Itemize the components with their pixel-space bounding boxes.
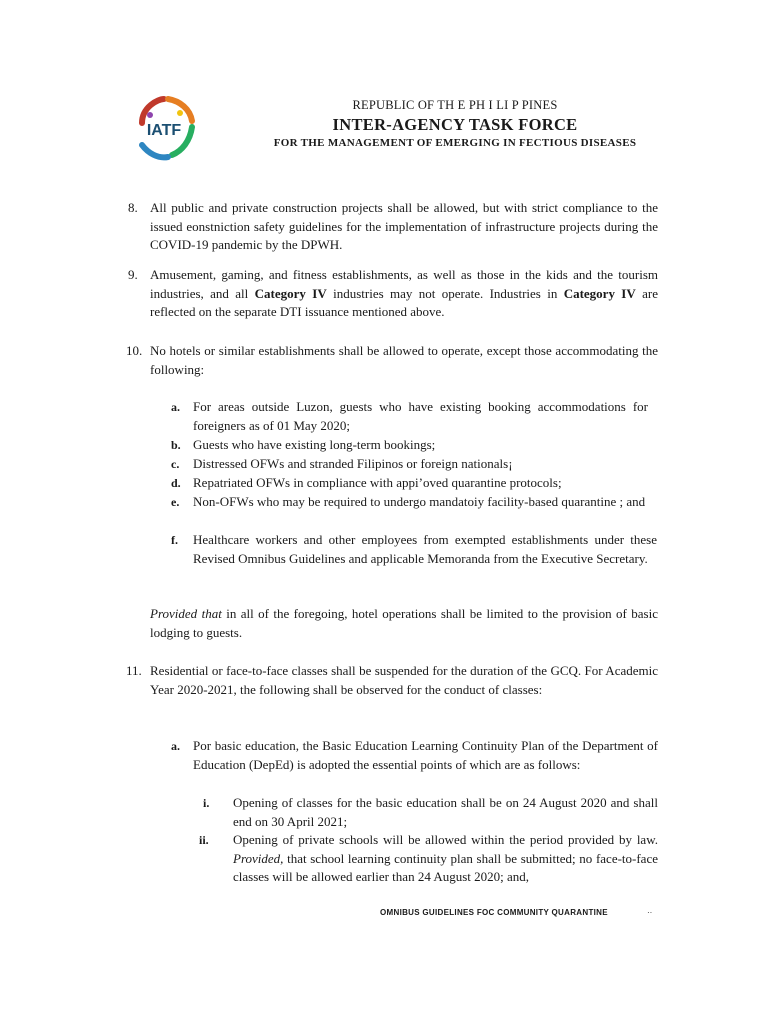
item-8-text: All public and private construction projects shall be allowed, but with strict compliance to the issued eonstniction safety guidelines for the implementation of infrastructure projects during the COVID-19 pandemic by the DPWH.	[150, 200, 658, 253]
proviso-text: in all of the foregoing, hotel operations shall be limited to the provision of basic lodging to guests.	[150, 606, 658, 640]
item-9-category-1: Category IV	[254, 285, 327, 301]
iatf-logo-icon	[128, 93, 200, 165]
item-10-text: No hotels or similar establishments shall be allowed to operate, except those accommodating the following:	[150, 343, 658, 377]
item-10-sub-d-letter: d.	[171, 476, 181, 490]
roman-1-text: Opening of classes for the basic education shall be on 24 August 2020 and shall end on 30 April 2021;	[233, 795, 658, 829]
footer-mark: ··	[647, 908, 653, 917]
item-9-part-1: Amusement, gaming, and fitness establishments, as well as those in the kids and the tourism industries, and all	[150, 267, 658, 301]
header-mandate: FOR THE MANAGEMENT OF EMERGING IN FECTIOUS DISEASES	[273, 137, 637, 149]
item-10-sub-e-letter: e.	[171, 495, 180, 509]
item-10-sub-b-letter: b.	[171, 438, 181, 452]
item-10-sub-c-text: Distressed OFWs and stranded Filipinos or foreign nationals¡	[193, 456, 513, 471]
item-11-text: Residential or face-to-face classes shall be suspended for the duration of the GCQ. For Academic Year 2020-2021, the following shall be observed for the conduct of classes:	[150, 663, 658, 697]
item-10-sub-c-letter: c.	[171, 457, 180, 471]
item-10-sub-b-text: Guests who have existing long-term bookings;	[193, 437, 436, 452]
item-10-sub-e-text: Non-OFWs who may be required to undergo mandatoiy facility-based quarantine ; and	[193, 494, 646, 509]
item-10-proviso	[150, 605, 658, 642]
item-11-sub-a-letter: a.	[171, 739, 180, 753]
header-republic: REPUBLIC OF TH E PH I LI P PINES	[352, 98, 558, 112]
item-10-number: 10.	[126, 343, 143, 358]
header-agency: INTER-AGENCY TASK FORCE	[332, 115, 578, 134]
roman-2-part-1: Opening of private schools will be allowed within the period provided by law.	[233, 832, 658, 847]
item-10-sub-f-letter: f.	[171, 533, 178, 547]
logo-text: IATF	[146, 122, 182, 139]
item-9-part-3: are reflected on the separate DTI issuance mentioned above.	[150, 285, 658, 320]
item-11-sub-a-text: Por basic education, the Basic Education Learning Continuity Plan of the Department of Education (DepEd) is adopted the essential points of which are as follows:	[193, 738, 658, 772]
proviso-italic: Provided that	[150, 606, 222, 621]
roman-2-part-2: that school learning continuity plan shall be submitted; no face-to-face classes will be allowed earlier than 24 August 2020; and,	[233, 850, 658, 885]
item-8-number: 8.	[128, 200, 138, 215]
item-10-sub-d-text: Repatriated OFWs in compliance with appi’oved quarantine protocols;	[193, 475, 562, 490]
roman-1: i.	[203, 796, 210, 810]
item-9-number: 9.	[128, 267, 138, 282]
item-10-sub-a-text: For areas outside Luzon, guests who have existing booking accommodations for foreigners as of 01 May 2020;	[193, 399, 648, 433]
item-10-sub-a-letter: a.	[171, 400, 180, 414]
item-10-sub-f-text: Healthcare workers and other employees from exempted establishments under these Revised Omnibus Guidelines and applicable Memoranda from the Executive Secretary.	[193, 532, 657, 566]
item-9-category-2: Category IV	[563, 285, 636, 301]
item-11-number: 11.	[126, 663, 142, 678]
item-9-text	[150, 266, 658, 322]
roman-2-italic: Provided,	[233, 850, 284, 866]
roman-2-text	[233, 831, 658, 887]
footer-title: OMNIBUS GUIDELINES FOC COMMUNITY QUARANTINE	[380, 908, 608, 917]
item-9-part-2: industries may not operate. Industries in	[326, 285, 564, 301]
roman-2: ii.	[199, 833, 209, 847]
